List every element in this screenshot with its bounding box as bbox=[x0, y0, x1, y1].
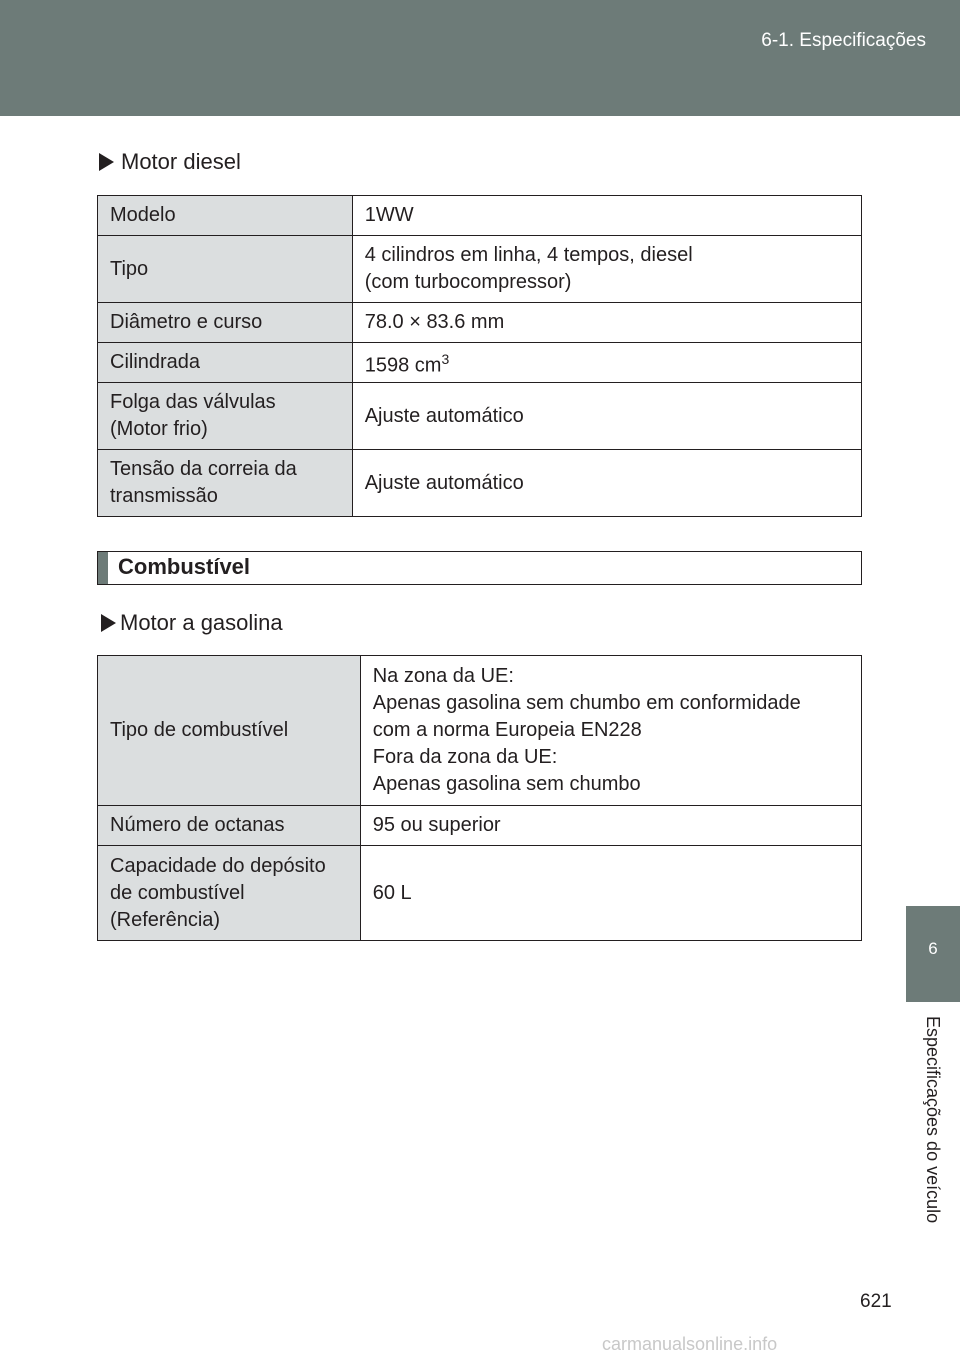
spec-key-line: Tensão da correia da bbox=[110, 458, 297, 480]
spec-key bbox=[98, 450, 353, 517]
spec-value bbox=[352, 236, 861, 303]
section-title-bar bbox=[97, 551, 862, 585]
spec-key-line: de combustível bbox=[110, 881, 245, 904]
spec-key-line: transmissão bbox=[110, 485, 218, 507]
chapter-label: Especificações do veículo bbox=[923, 1016, 943, 1224]
section-title: Combustível bbox=[118, 554, 251, 579]
spec-value: 95 ou superior bbox=[360, 806, 861, 846]
spec-value-line: 4 cilindros em linha, 4 tempos, diesel bbox=[364, 244, 693, 266]
page-header bbox=[0, 0, 960, 116]
spec-value-line: Apenas gasolina sem chumbo em conformidade bbox=[372, 692, 801, 714]
table-row bbox=[98, 383, 862, 450]
table-row bbox=[98, 343, 862, 383]
spec-key bbox=[98, 383, 353, 450]
table-row bbox=[98, 450, 862, 517]
superscript: 3 bbox=[441, 350, 450, 367]
spec-value: 1WW bbox=[352, 196, 861, 236]
spec-key-line: Folga das válvulas bbox=[110, 391, 276, 413]
watermark-text: carmanualsonline.info bbox=[602, 1334, 778, 1354]
spec-key-line: Capacidade do depósito bbox=[110, 854, 326, 877]
chapter-tab bbox=[906, 906, 960, 1002]
gasoline-heading bbox=[101, 610, 283, 636]
header-section-title: 6-1. Especificações bbox=[761, 30, 926, 51]
page-number: 621 bbox=[860, 1291, 892, 1312]
spec-value-line: (com turbocompressor) bbox=[364, 271, 572, 293]
triangle-bullet-icon bbox=[101, 614, 116, 632]
spec-value-line: Na zona da UE: bbox=[372, 665, 514, 687]
spec-value bbox=[352, 343, 861, 383]
spec-key-line: (Motor frio) bbox=[110, 418, 208, 440]
spec-key: Tipo bbox=[98, 236, 353, 303]
gasoline-heading-text: Motor a gasolina bbox=[120, 610, 283, 635]
spec-key: Modelo bbox=[98, 196, 353, 236]
table-row bbox=[98, 303, 862, 343]
gasoline-spec-table bbox=[97, 655, 862, 941]
triangle-bullet-icon bbox=[99, 153, 114, 171]
diesel-heading-text: Motor diesel bbox=[121, 149, 241, 174]
spec-value bbox=[360, 656, 861, 806]
table-row bbox=[98, 846, 862, 941]
section-accent bbox=[98, 552, 108, 584]
spec-value-line: com a norma Europeia EN228 bbox=[372, 719, 642, 741]
table-row bbox=[98, 656, 862, 806]
spec-value: Ajuste automático bbox=[352, 450, 861, 517]
spec-key-line: (Referência) bbox=[110, 908, 221, 931]
chapter-number: 6 bbox=[928, 939, 938, 958]
diesel-spec-table bbox=[97, 195, 862, 517]
spec-value: 60 L bbox=[360, 846, 861, 941]
spec-value: Ajuste automático bbox=[352, 383, 861, 450]
spec-value-line: Fora da zona da UE: bbox=[372, 746, 558, 768]
table-row bbox=[98, 236, 862, 303]
displacement-value: 1598 cm bbox=[364, 354, 442, 377]
spec-key: Número de octanas bbox=[98, 806, 361, 846]
spec-key bbox=[98, 846, 361, 941]
diesel-heading bbox=[99, 149, 241, 175]
spec-value: 78.0 × 83.6 mm bbox=[352, 303, 861, 343]
spec-key: Cilindrada bbox=[98, 343, 353, 383]
table-row bbox=[98, 806, 862, 846]
spec-key: Tipo de combustível bbox=[98, 656, 361, 806]
spec-value-line: Apenas gasolina sem chumbo bbox=[372, 773, 641, 795]
table-row bbox=[98, 196, 862, 236]
spec-key: Diâmetro e curso bbox=[98, 303, 353, 343]
